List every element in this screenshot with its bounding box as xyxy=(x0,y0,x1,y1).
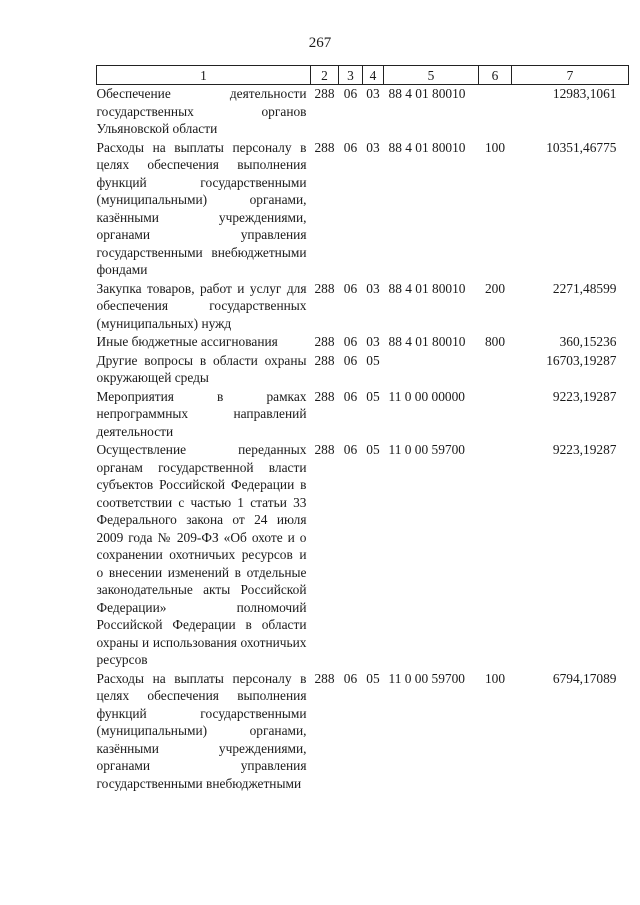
table-header-row xyxy=(97,66,629,85)
row-sum: 12983,1061 xyxy=(552,86,617,101)
row-vr xyxy=(479,85,512,139)
row-csr: 88 4 01 80010 xyxy=(388,280,466,296)
row-rz: 06 xyxy=(343,442,358,457)
row-sum: 9223,19287 xyxy=(552,388,617,404)
row-grbs: 288 xyxy=(314,86,335,101)
row-rz: 06 xyxy=(343,352,358,368)
header-col-sum: 7 xyxy=(512,66,629,85)
row-vr: 100 xyxy=(484,670,506,686)
header-col-csr: 5 xyxy=(384,66,479,85)
row-vr xyxy=(479,352,512,388)
row-csr: 11 0 00 59700 xyxy=(388,670,465,686)
row-csr: 88 4 01 80010 xyxy=(388,334,466,349)
row-grbs: 288 xyxy=(314,388,335,404)
row-csr: 11 0 00 59700 xyxy=(388,442,465,457)
row-name: Иные бюджетные ассигнования xyxy=(96,334,278,349)
row-grbs: 288 xyxy=(314,442,335,457)
row-rz: 06 xyxy=(343,280,358,296)
row-pr: 05 xyxy=(366,388,380,404)
row-name: Расходы на выплаты персоналу в целях обеспечения выполнения функций государственными (муниципальными) органами, казёнными учреждениями, органами управления государственными внебюджетными фондами xyxy=(96,139,307,277)
row-sum: 9223,19287 xyxy=(552,442,617,457)
row-name: Обеспечение деятельности государственных органов Ульяновской области xyxy=(96,86,307,136)
row-pr: 05 xyxy=(366,442,380,457)
row-grbs: 288 xyxy=(314,352,335,368)
row-sum: 2271,48599 xyxy=(552,280,617,296)
header-col-name: 1 xyxy=(97,66,311,85)
row-csr: 88 4 01 80010 xyxy=(388,86,466,101)
row-vr: 100 xyxy=(484,139,506,155)
row-sum: 360,15236 xyxy=(559,334,617,349)
row-vr xyxy=(479,441,512,670)
header-col-rz: 3 xyxy=(339,66,363,85)
header-col-grbs: 2 xyxy=(311,66,339,85)
row-vr: 800 xyxy=(484,334,506,349)
row-sum: 6794,17089 xyxy=(552,670,617,686)
row-pr: 03 xyxy=(366,139,380,155)
row-rz: 06 xyxy=(343,334,358,349)
table-row xyxy=(97,139,629,280)
row-sum: 10351,46775 xyxy=(546,139,617,155)
row-pr: 03 xyxy=(366,86,380,101)
row-name: Другие вопросы в области охраны окружающей среды xyxy=(96,352,307,385)
header-col-vr: 6 xyxy=(479,66,512,85)
row-name: Расходы на выплаты персоналу в целях обеспечения выполнения функций государственными (муниципальными) органами, казёнными учреждениями, органами управления государственными внебюджетными xyxy=(96,670,307,791)
row-vr: 200 xyxy=(484,280,506,296)
row-grbs: 288 xyxy=(314,280,335,296)
row-pr: 03 xyxy=(366,280,380,296)
row-name: Осуществление переданных органам государственной власти субъектов Российской Федерации в соответствии с частью 1 статьи 33 Федерального закона от 24 июля 2009 года № 209-ФЗ «Об охоте и о сохранении охотничьих ресурсов и о внесении изменений в отдельные законодательные акты Российской Федерации» полномочий Российской Федерации в области охраны и использования охотничьих ресурсов xyxy=(96,442,307,667)
table-row xyxy=(97,670,629,794)
row-rz: 06 xyxy=(343,388,358,404)
table-row xyxy=(97,280,629,334)
table-row xyxy=(97,388,629,442)
row-pr: 03 xyxy=(366,334,380,349)
row-grbs: 288 xyxy=(314,334,335,349)
row-name: Закупка товаров, работ и услуг для обеспечения государственных (муниципальных) нужд xyxy=(96,280,307,331)
row-name: Мероприятия в рамках непрограммных направлений деятельности xyxy=(96,388,307,439)
row-grbs: 288 xyxy=(314,670,335,686)
page-number: 267 xyxy=(308,35,332,51)
row-pr: 05 xyxy=(366,670,380,686)
table-row xyxy=(97,85,629,139)
table-row xyxy=(97,441,629,670)
row-csr: 11 0 00 00000 xyxy=(388,388,465,404)
table-row xyxy=(97,352,629,388)
header-col-pr: 4 xyxy=(363,66,384,85)
row-pr: 05 xyxy=(366,352,380,368)
row-csr xyxy=(384,352,479,388)
row-sum: 16703,19287 xyxy=(546,352,617,368)
row-rz: 06 xyxy=(343,86,358,101)
budget-table xyxy=(96,65,629,793)
row-grbs: 288 xyxy=(314,139,335,155)
row-rz: 06 xyxy=(343,670,358,686)
row-vr xyxy=(479,388,512,442)
table-body xyxy=(97,85,629,794)
table-row xyxy=(97,333,629,352)
row-rz: 06 xyxy=(343,139,358,155)
row-csr: 88 4 01 80010 xyxy=(388,139,466,155)
